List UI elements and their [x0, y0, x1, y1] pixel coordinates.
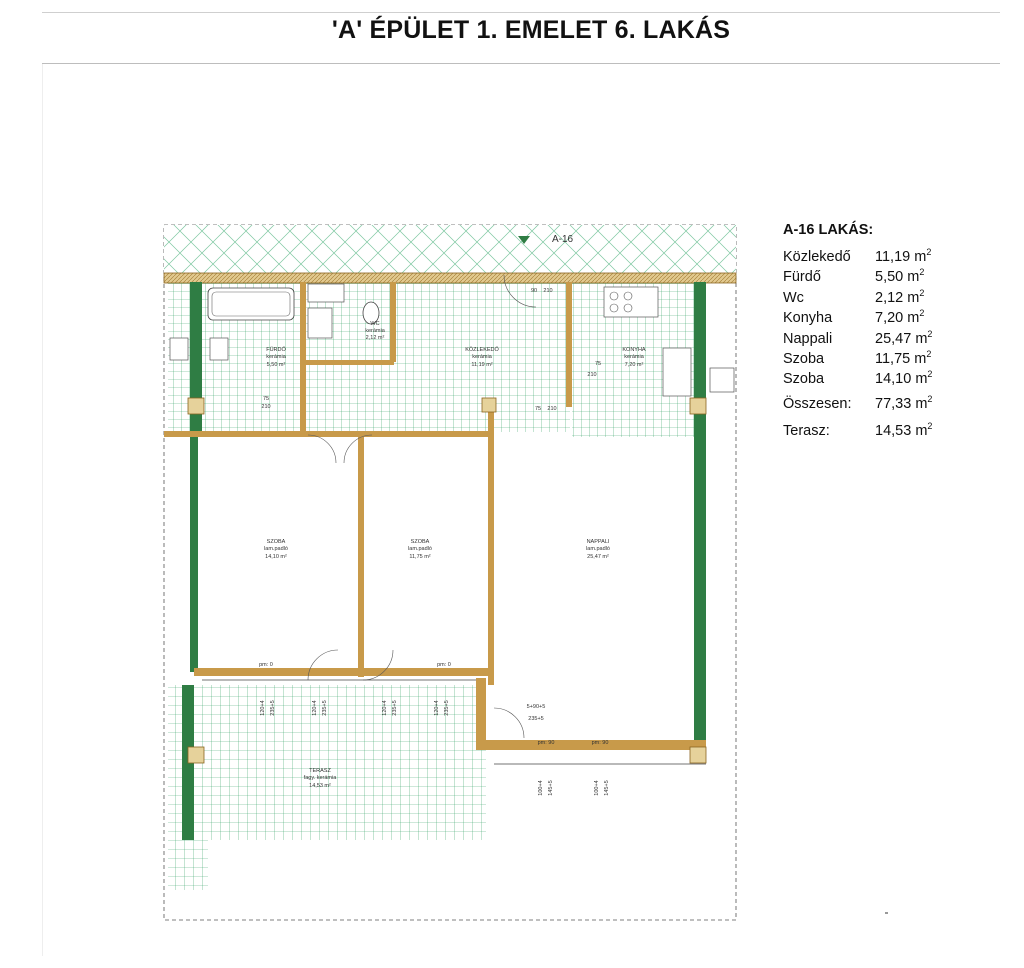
label-wc-floor: kerámia [365, 328, 385, 334]
label-szoba2-floor: lam.padló [408, 546, 432, 552]
wc-cistern [308, 284, 344, 302]
label-konyha-floor: kerámia [624, 354, 644, 360]
dim-120-c: 120+4 [382, 700, 388, 716]
wall-left-lower [190, 432, 198, 672]
dim-90-a: 90 [530, 288, 538, 294]
label-szoba1-name: SZOBA [266, 539, 286, 545]
column-square-3 [690, 398, 706, 414]
label-szoba1-floor: lam.padló [264, 546, 288, 552]
wall-corridor [164, 431, 494, 437]
dim-75-a: 75 [262, 396, 270, 402]
door-arc-1 [308, 435, 336, 463]
balcony-sink [710, 368, 734, 392]
dim-145-a: 145+5 [548, 780, 554, 796]
label-furdo-floor: kerámia [266, 354, 286, 360]
washbasin-2 [210, 338, 228, 360]
dim-235-a: 235+5 [270, 700, 276, 716]
label-wc-name: WC [370, 321, 380, 327]
label-terasz-area: 14,53 m² [309, 783, 331, 789]
dim-100-a: 100+4 [538, 780, 544, 796]
apartment-summary [783, 222, 955, 442]
wall-living-corner [476, 678, 486, 748]
summary-row: Fürdő 5,50 $m^2$ [783, 267, 925, 286]
dim-235-b: 235+5 [322, 700, 328, 716]
dim-145-b: 145+5 [604, 780, 610, 796]
label-terasz-name: TERASZ [309, 768, 331, 774]
dim-pm90-b: pm: 90 [591, 740, 609, 746]
floor-plan [158, 220, 743, 925]
summary-row: Wc 2,12 $m^2$ [783, 287, 925, 306]
wc-basin [308, 308, 332, 338]
wall-room-divider [358, 437, 364, 677]
dim-120-b: 120+4 [312, 700, 318, 716]
wall-hall-kitchen [566, 282, 572, 407]
summary-row: Nappali 25,47 $m^2$ [783, 328, 933, 347]
door-arc-5 [494, 708, 524, 738]
label-szoba1-area: 14,10 m² [265, 554, 287, 560]
summary-row: Szoba 14,10 $m^2$ [783, 369, 933, 388]
dim-75-b: 75 [594, 361, 602, 367]
column-square-4 [188, 747, 204, 763]
dim-210-c: 210 [547, 406, 557, 412]
wall-wc-hall [390, 282, 396, 362]
label-hall-name: KÖZLEKEDŐ [465, 347, 499, 353]
dim-120-a: 120+4 [260, 700, 266, 716]
kitchen-hob [604, 287, 658, 317]
summary-total-row: Összesen: 77,33 $m^2$ [783, 394, 933, 412]
label-szoba2-area: 11,75 m² [409, 554, 431, 560]
dim-210-b: 210 [587, 372, 597, 378]
label-hall-floor: kerámia [472, 354, 492, 360]
summary-heading: A-16 LAKÁS: [783, 222, 874, 238]
label-furdo-area: 5,50 m² [266, 362, 286, 368]
wall-wc-bottom [304, 360, 394, 365]
label-nappali-floor: lam.padló [586, 546, 610, 552]
dim-210-d: 210 [543, 288, 553, 294]
label-nappali-name: NAPPALI [586, 539, 610, 545]
column-square-5 [690, 747, 706, 763]
label-wc-area: 2,12 m² [365, 335, 385, 341]
washbasin-1 [170, 338, 188, 360]
page-left-border [42, 64, 43, 956]
dim-120-d: 120+4 [434, 700, 440, 716]
page-mark [885, 912, 888, 914]
label-konyha-area: 7,20 m² [624, 362, 644, 368]
header-rule-bottom [42, 63, 1000, 64]
label-hall-area: 11,19 m² [471, 362, 493, 368]
label-nappali-area: 25,47 m² [587, 554, 609, 560]
column-square-2 [482, 398, 496, 412]
dim-pm90-a: pm: 90 [537, 740, 555, 746]
dim-235-c: 235+5 [392, 700, 398, 716]
wall-south-rooms [194, 668, 494, 676]
column-square-1 [188, 398, 204, 414]
dim-235: 235+5 [528, 716, 544, 722]
label-szoba2-name: SZOBA [410, 539, 430, 545]
dim-210-a: 210 [261, 404, 271, 410]
north-wall [164, 273, 736, 283]
dim-75-c: 75 [534, 406, 542, 412]
kitchen-sink [663, 348, 691, 396]
dim-pm0-b: pm: 0 [437, 662, 451, 668]
wc-tiles [304, 282, 394, 432]
label-konyha-name: KONYHA [622, 347, 646, 353]
bathtub [208, 288, 294, 320]
column-right [694, 282, 706, 752]
dim-235-d: 235+5 [444, 700, 450, 716]
summary-row: Szoba 11,75 $m^2$ [783, 349, 932, 368]
dim-100-b: 100+4 [594, 780, 600, 796]
label-terasz-floor: fagy. kerámia [303, 775, 337, 781]
wall-bath-wc [300, 282, 306, 432]
summary-row: Közlekedő 11,19 $m^2$ [783, 247, 932, 265]
page-title: 'A' ÉPÜLET 1. EMELET 6. LAKÁS [331, 16, 731, 44]
dim-pm0-a: pm: 0 [259, 662, 273, 668]
label-furdo-name: FÜRDŐ [266, 347, 286, 353]
unit-tag: A-16 [552, 234, 574, 245]
summary-row: Konyha 7,20 $m^2$ [783, 308, 925, 327]
dim-590: 5+90+5 [526, 704, 546, 710]
summary-terrace-row: Terasz: 14,53 $m^2$ [783, 421, 933, 440]
facade-hatch [164, 225, 736, 275]
header-rule-top [42, 12, 1000, 13]
wall-living-west [488, 405, 494, 685]
